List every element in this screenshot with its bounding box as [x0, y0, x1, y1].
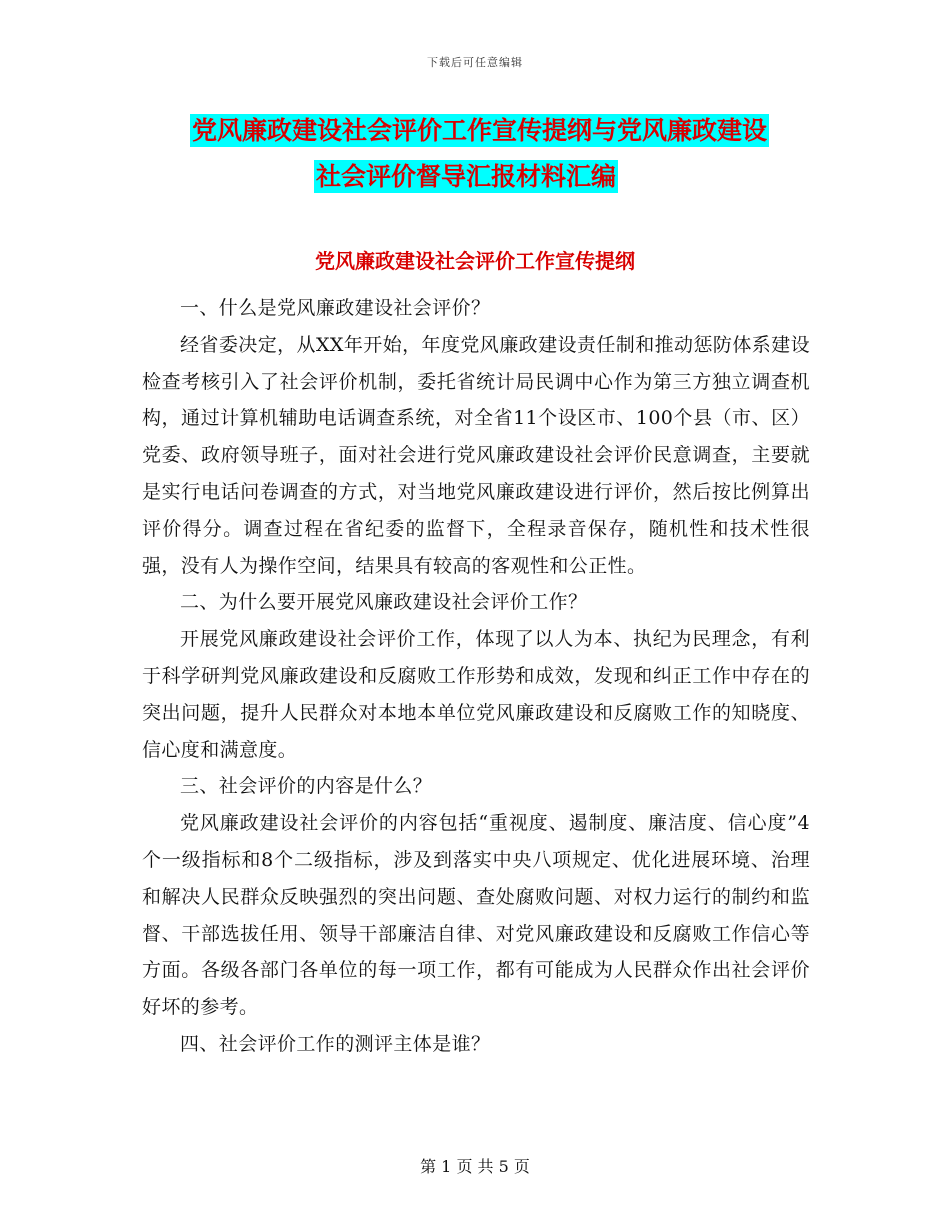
document-title-line-1: 党风廉政建设社会评价工作宣传提纲与党风廉政建设 — [192, 116, 768, 145]
document-title — [190, 108, 810, 200]
paragraph: 一、什么是党风廉政建设社会评价？ — [180, 297, 491, 319]
section-title: 党风廉政建设社会评价工作宣传提纲 — [315, 249, 635, 273]
paragraph: 三、社会评价的内容是什么？ — [180, 775, 433, 798]
paragraph: 二、为什么要开展党风廉政建设社会评价工作？ — [180, 591, 588, 614]
paragraph: 开展党风廉政建设社会评价工作，体现了以人为本、执纪为民理念，有利于科学研判党风廉政建设和反腐败工作形势和成效，发现和纠正工作中存在的突出问题，提升人民群众对本地本单位党风廉政建设和反腐败工作的知晓度、信心度和满意度。 — [142, 628, 810, 761]
header-note: 下载后可任意编辑 — [427, 56, 523, 69]
document-title-line-2: 社会评价督导汇报材料汇编 — [316, 162, 617, 191]
body-text — [142, 290, 810, 1063]
page-footer: 第 1 页 共 5 页 — [420, 1157, 530, 1176]
paragraph: 经省委决定，从XX年开始，年度党风廉政建设责任制和推动惩防体系建设检查考核引入了社会评价机制，委托省统计局民调中心作为第三方独立调查机构，通过计算机辅助电话调查系统，对全省11个设区市、100个县（市、区）党委、政府领导班子，面对社会进行党风廉政建设社会评价民意调查，主要就是实行电话问卷调查的方式，对当地党风廉政建设进行评价，然后按比例算出评价得分。调查过程在省纪委的监督下，全程录音保存，随机性和技术性很强，没有人为操作空间，结果具有较高的客观性和公正性。 — [142, 333, 810, 577]
paragraph: 四、社会评价工作的测评主体是谁？ — [180, 1032, 491, 1055]
paragraph: 党风廉政建设社会评价的内容包括“重视度、遏制度、廉洁度、信心度”4个一级指标和8个二级指标，涉及到落实中央八项规定、优化进展环境、治理和解决人民群众反映强烈的突出问题、查处腐败问题、对权力运行的制约和监督、干部选拔任用、领导干部廉洁自律、对党风廉政建设和反腐败工作信心等方面。各级各部门各单位的每一项工作，都有可能成为人民群众作出社会评价好坏的参考。 — [142, 812, 810, 1019]
